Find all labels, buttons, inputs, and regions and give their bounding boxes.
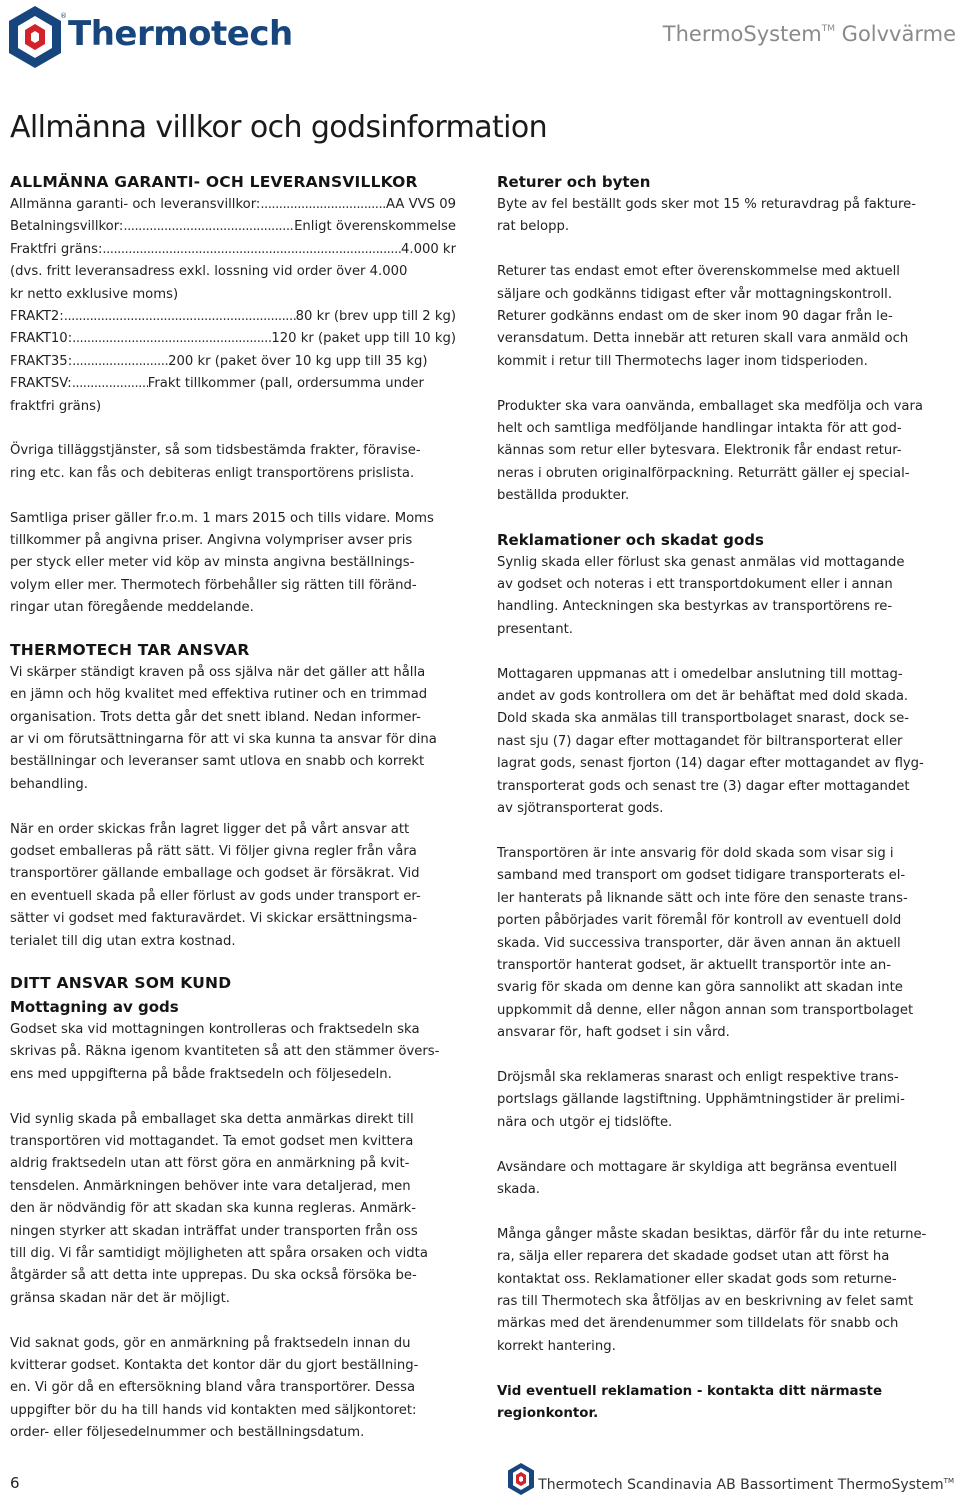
- paragraph-byte: [497, 194, 943, 239]
- text-line: en jämn och hög kvalitet med effektiva rutiner och en trimmad: [10, 687, 428, 703]
- text-line: Övriga tilläggstjänster, så som tidsbestämda frakter, föravise-: [10, 443, 421, 459]
- text-line: gränsa skadan när det är möjligt.: [10, 1290, 230, 1306]
- freight-label: FRAKT10:: [10, 331, 73, 347]
- text-line: ra, sälja eller reparera det skadade godset utan att först ha: [497, 1249, 890, 1265]
- product-title: [663, 22, 956, 46]
- text-line: tensdelen. Anmärkningen behöver inte vara detaljerad, men: [10, 1178, 411, 1194]
- text-line: ningen styrker att skadan inträffat under transporten från oss: [10, 1223, 418, 1239]
- brand-name: Thermotech: [68, 14, 293, 54]
- text-line: handling. Anteckningen ska bestyrkas av transportörens re-: [497, 599, 893, 615]
- text-line: Samtliga priser gäller fr.o.m. 1 mars 2015 och tills vidare. Moms: [10, 510, 434, 526]
- text-line: svarig för skada om denne kan göra sannolikt att skadan inte: [497, 980, 903, 996]
- text-line: skada.: [497, 1181, 541, 1197]
- text-line: transportör hanterat godset, är aktuellt transportör inte an-: [497, 957, 891, 973]
- text-line: ring etc. kan fås och debiteras enligt transportörens prislista.: [10, 465, 415, 481]
- text-line: porten påbörjades varit föremål för kontroll av eventuell dold: [497, 913, 902, 929]
- text-line: beställningar och leveranser samt utlova en snabb och korrekt: [10, 754, 425, 770]
- text-line: Vid eventuell reklamation - kontakta ditt närmaste: [497, 1383, 883, 1399]
- paragraph-mottagaren: [497, 664, 943, 821]
- text-line: sätter vi godset med fakturavärdet. Vi skickar ersättningsma-: [10, 911, 418, 927]
- text-line: en. Vi gör då en eftersökning bland våra transportörer. Dessa: [10, 1380, 416, 1396]
- text-line: samband med transport om godset tidigare transporterats el-: [497, 868, 906, 884]
- text-line: Transportören är inte ansvarig för dold skada som visar sig i: [497, 845, 894, 861]
- paragraph-manga-ganger: [497, 1224, 943, 1358]
- page-number: 6: [10, 1474, 20, 1492]
- text-line: säljare och godkänns tidigast efter vår mottagningskontroll.: [497, 286, 893, 302]
- registered-mark: ®: [60, 12, 67, 20]
- section-heading-ansvar: THERMOTECH TAR ANSVAR: [10, 640, 250, 659]
- text-line: rat belopp.: [497, 219, 570, 235]
- paragraph-transportoren: [497, 843, 943, 1045]
- text-line: Vi skärper ständigt kraven på oss själva när det gäller att hålla: [10, 664, 426, 680]
- right-column: [497, 170, 943, 1425]
- terms-list: [10, 194, 456, 306]
- text-line: godset emballeras på rätt sätt. Vi följer givna regler från våra: [10, 843, 417, 859]
- term-value: Enligt överenskommelse: [294, 219, 456, 235]
- paragraph-ansvar-2: [10, 819, 456, 953]
- text-line: kvitterar godset. Kontakta det kontor där du gjort beställning-: [10, 1358, 419, 1374]
- freight-value: 200 kr (paket över 10 kg upp till 35 kg): [168, 353, 428, 369]
- text-line: Returer godkänns endast om de sker inom 90 dagar från le-: [497, 309, 893, 325]
- text-line: När en order skickas från lagret ligger det på vårt ansvar att: [10, 821, 410, 837]
- text-line: andet av gods kontrollera om det är behäftat med dold skada.: [497, 689, 909, 705]
- term-row: [10, 194, 456, 216]
- text-line: helt och samtliga medföljande handlingar intakta för att god-: [497, 421, 902, 437]
- text-line: Returer tas endast emot efter överenskommelse med aktuell: [497, 264, 900, 280]
- text-line: terialet till dig utan extra kostnad.: [10, 933, 236, 949]
- page-title: Allmänna villkor och godsinformation: [10, 110, 548, 145]
- text-line: Synlig skada eller förlust ska genast anmälas vid mottagande: [497, 554, 905, 570]
- section-heading-kund: DITT ANSVAR SOM KUND: [10, 973, 232, 992]
- text-line: ras till Thermotech ska åtföljas av en beskrivning av felet samt: [497, 1293, 914, 1309]
- text-line: presentant.: [497, 621, 573, 637]
- freight-value: 120 kr (paket upp till 10 kg): [271, 331, 456, 347]
- paragraph-synlig-skada-right: [497, 552, 943, 642]
- text-line: Godset ska vid mottagningen kontrolleras och fraktsedeln ska: [10, 1021, 420, 1037]
- paragraph-produkter: [497, 396, 943, 508]
- paragraph-ovriga: [10, 440, 456, 485]
- reklamation-contact-note: [497, 1381, 943, 1426]
- left-column: [10, 170, 456, 1445]
- paragraph-priser: [10, 508, 456, 620]
- text-line: korrekt hantering.: [497, 1338, 616, 1354]
- freight-label: FRAKT2:: [10, 309, 64, 325]
- text-line: organisation. Trots detta går det snett ibland. Nedan informer-: [10, 709, 421, 725]
- page-header: [0, 0, 960, 80]
- text-line: Vid synlig skada på emballaget ska detta anmärkas direkt till: [10, 1111, 414, 1127]
- paragraph-ansvar-1: [10, 662, 456, 796]
- text-line: kontaktat oss. Reklamationer eller skadat gods som returne-: [497, 1271, 897, 1287]
- text-line: veransdatum. Detta innebär att returen skall vara anmäld och: [497, 331, 909, 347]
- text-line: kommit i retur till Thermotechs lager inom tidsperioden.: [497, 353, 868, 369]
- footer-text: [538, 1477, 954, 1493]
- text-line: Dold skada ska anmälas till transportbolaget snarast, dock se-: [497, 711, 909, 727]
- text-line: en eventuell skada på eller förlust av gods under transport er-: [10, 888, 421, 904]
- trademark-mark: TM: [821, 24, 835, 34]
- text-line: regionkontor.: [497, 1406, 599, 1421]
- paragraph-avsandare: [497, 1157, 943, 1202]
- paragraph-saknat-gods: [10, 1333, 456, 1445]
- section-heading-villkor: ALLMÄNNA GARANTI- OCH LEVERANSVILLKOR: [10, 173, 418, 191]
- footer-trademark: TM: [943, 1477, 954, 1485]
- freight-list: [10, 306, 456, 418]
- text-line: märkas med det ärendenummer som tilldelats för snabb och: [497, 1316, 899, 1332]
- text-line: av sjötransporterat gods.: [497, 801, 664, 817]
- text-line: uppkommit då denne, eller någon annan som transportbolaget: [497, 1002, 914, 1018]
- thermotech-logo-icon: [6, 4, 64, 70]
- text-line: Mottagaren uppmanas att i omedelbar anslutning till mottag-: [497, 666, 903, 682]
- text-line: (dvs. fritt leveransadress exkl. lossning vid order över 4.000: [10, 264, 408, 280]
- subheading-reklamationer: Reklamationer och skadat gods: [497, 530, 764, 549]
- term-label: Allmänna garanti- och leveransvillkor:: [10, 197, 261, 212]
- text-line: kr netto exklusive moms): [10, 286, 179, 302]
- text-line: transportören vid mottagandet. Ta emot godset men kvittera: [10, 1133, 414, 1149]
- freight-row: [10, 306, 456, 328]
- thermotech-small-logo-icon: [506, 1462, 536, 1496]
- text-line: beställda produkter.: [497, 488, 630, 504]
- text-line: kännas som retur eller bytesvara. Elektronik får endast retur-: [497, 443, 902, 459]
- text-line: nast sju (7) dagar efter mottagandet för biltransporterat eller: [497, 733, 903, 749]
- freight-label: FRAKTSV:: [10, 376, 72, 392]
- product-name: ThermoSystem: [662, 22, 822, 46]
- text-line: portslags gällande lagstiftning. Upphämtningstider är prelimi-: [497, 1092, 905, 1108]
- text-line: Många gånger måste skadan besiktas, därför får du inte returne-: [497, 1226, 927, 1242]
- text-line: ansvarar för, haft godset i sin vård.: [497, 1025, 730, 1041]
- freight-label: FRAKT35:: [10, 353, 73, 369]
- text-line: uppgifter bör du ha till hands vid kontakten med säljkontoret:: [10, 1402, 417, 1418]
- paragraph-returer: [497, 261, 943, 373]
- text-line: skada. Vid successiva transporter, där även annan än aktuell: [497, 935, 901, 951]
- text-line: åtgärder så att detta inte upprepas. Du ska också försöka be-: [10, 1268, 417, 1284]
- text-line: volym eller mer. Thermotech förbehåller sig rätten till föränd-: [10, 577, 417, 593]
- text-line: Avsändare och mottagare är skyldiga att begränsa eventuell: [497, 1159, 898, 1175]
- text-line: Byte av fel beställt gods sker mot 15 % returavdrag på fakture-: [497, 197, 916, 212]
- paragraph-synlig-skada: [10, 1109, 456, 1311]
- text-line: ringar utan föregående meddelande.: [10, 600, 254, 616]
- paragraph-mottagning: [10, 1019, 456, 1086]
- text-line: per styck eller meter vid köp av minsta angivna beställnings-: [10, 555, 415, 571]
- text-line: ens med uppgifterna på både fraktsedeln och följesedeln.: [10, 1066, 392, 1082]
- subheading-returer: Returer och byten: [497, 173, 651, 191]
- text-line: Dröjsmål ska reklameras snarast och enligt respektive trans-: [497, 1069, 899, 1085]
- text-line: skrivas på. Räkna igenom kvantiteten så att den stämmer övers-: [10, 1044, 440, 1060]
- text-line: nära och utgör ej tidslöfte.: [497, 1114, 673, 1130]
- text-line: lagrat gods, senast fjorton (14) dagar efter mottagandet av flyg-: [497, 756, 924, 772]
- text-line: Vid saknat gods, gör en anmärkning på fraktsedeln innan du: [10, 1335, 411, 1351]
- term-value: AA VVS 09: [386, 197, 456, 212]
- text-line: fraktfri gräns): [10, 398, 102, 414]
- text-line: den är nödvändig för att skadan ska kunna regleras. Anmärk-: [10, 1201, 417, 1217]
- subheading-mottagning: Mottagning av gods: [10, 997, 179, 1016]
- text-line: transportörer gällande emballage och godset är försäkrat. Vid: [10, 866, 420, 882]
- text-line: ler hanterats på liknande sätt och inte före den senaste trans-: [497, 890, 908, 906]
- term-row: [10, 239, 456, 261]
- freight-value: 80 kr (brev upp till 2 kg): [295, 309, 456, 325]
- text-line: order- eller följesedelnummer och beställningsdatum.: [10, 1425, 365, 1441]
- text-line: aldrig fraktsedeln utan att först göra en anmärkning på kvit-: [10, 1156, 410, 1172]
- product-suffix: Golvvärme: [841, 22, 956, 46]
- text-line: till dig. Vi får samtidigt möjligheten att spåra orsaken och vidta: [10, 1246, 428, 1261]
- text-line: transporterat gods och senast tre (3) dagar efter mottagandet: [497, 778, 910, 794]
- term-value: 4.000 kr: [400, 241, 456, 257]
- text-line: tillkommer på angivna priser. Angivna volympriser avser pris: [10, 533, 413, 549]
- term-label: Fraktfri gräns:: [10, 241, 103, 257]
- text-line: behandling.: [10, 776, 88, 792]
- footer-company: Thermotech Scandinavia AB Bassortiment ThermoSystem: [538, 1477, 944, 1493]
- freight-row: [10, 328, 456, 350]
- freight-row: [10, 373, 456, 395]
- paragraph-drojsmal: [497, 1067, 943, 1134]
- freight-value: Frakt tillkommer (pall, ordersumma under: [147, 376, 424, 392]
- text-line: Produkter ska vara oanvända, emballaget ska medfölja och vara: [497, 398, 924, 414]
- text-line: ar vi om förutsättningarna för att vi ska kunna ta ansvar för dina: [10, 731, 437, 747]
- text-line: neras i obruten originalförpackning. Returrätt gäller ej special-: [497, 465, 910, 481]
- term-row: [10, 216, 456, 238]
- text-line: av godset och noteras i ett transportdokument eller i annan: [497, 577, 893, 593]
- freight-row: [10, 351, 456, 373]
- term-label: Betalningsvillkor:: [10, 219, 124, 235]
